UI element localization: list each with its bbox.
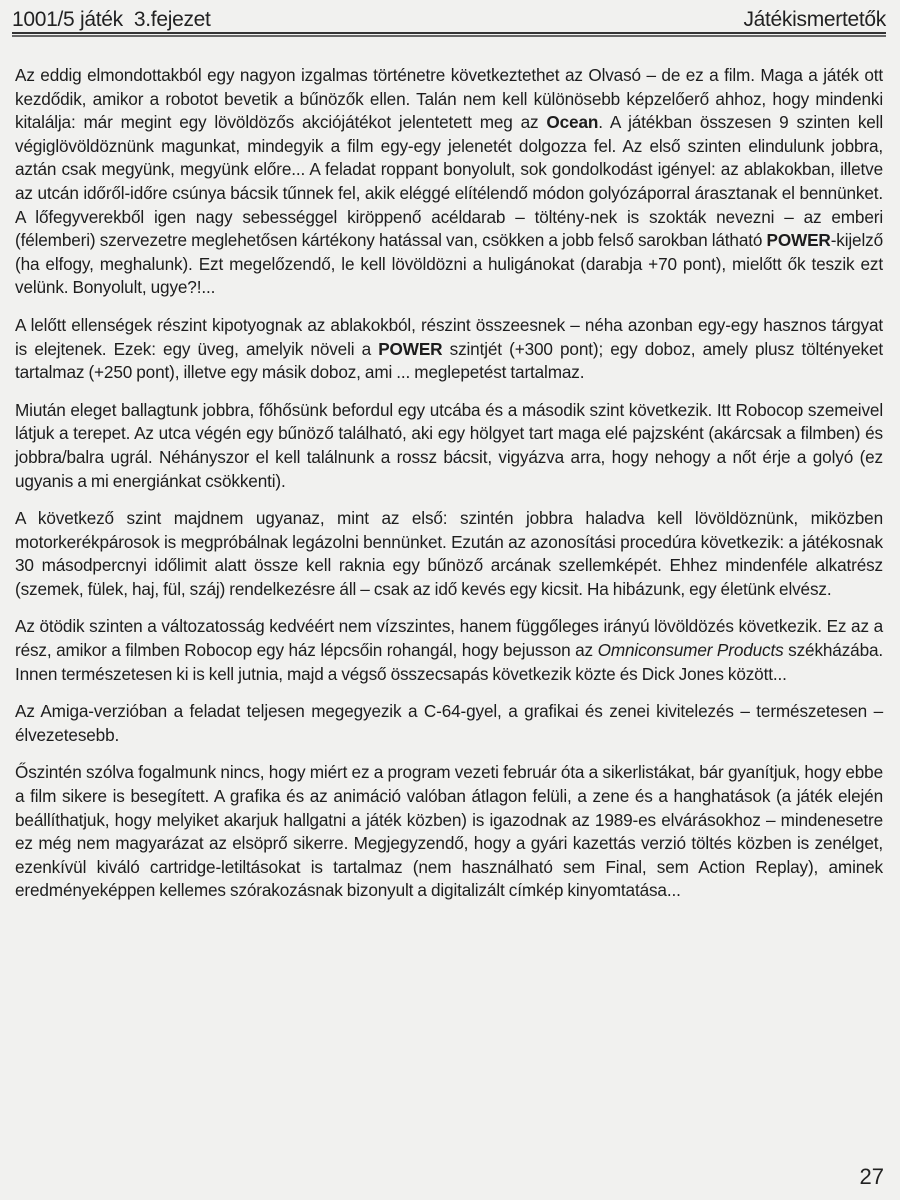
header-book-chapter: 1001/5 játék 3.fejezet — [12, 8, 211, 31]
paragraph — [15, 314, 883, 385]
text-run: A következő szint majdnem ugyanaz, mint az első: szintén jobbra haladva kell lövöldöznünk, miközben motorkerékpárosok is megpróbálnak legázolni bennünket. Ezután az azonosítási procedúra következik: a játékosnak 30 másodpercnyi időlimit alatt össze kell raknia egy bűnöző arcának szellemképét. Ehhez mindenféle alkatrész (szemek, fülek, haj, fül, száj) rendelkezésre áll – csak az idő kevés egy kicsit. Ha hibázunk, egy életünk elvész. — [15, 508, 883, 599]
text-run: A lelőtt ellenségek részint kipotyognak az ablakokból, részint összeesnek – néha azonban egy-egy hasznos tárgyat is elejtenek. Ezek: egy üveg, amelyik növeli a — [15, 314, 883, 359]
paragraph — [15, 64, 883, 300]
text-run: szintjét (+300 pont); egy doboz, amely plusz töltényeket tartalmaz (+250 pont), illetve egy másik doboz, ami ... meglepetést tartalmaz. — [15, 338, 883, 383]
paragraph — [15, 399, 883, 493]
paragraph — [15, 700, 883, 747]
emphasis-bold: POWER — [766, 230, 831, 251]
paragraph — [15, 615, 883, 686]
text-run: Az eddig elmondottakból egy nagyon izgalmas történetre következtethet az Olvasó – de ez a film. Maga a játék ott kezdődik, amikor a robotot bevetik a bűnözők ellen. Talán nem kell különösebb képzelőerő ahhoz, hogy mindenki kitalálja: már megint egy lövöldözős akciójátékot jelentetett meg az — [15, 65, 883, 133]
paragraph — [15, 507, 883, 601]
text-run: Az Amiga-verzióban a feladat teljesen megegyezik a C-64-gyel, a grafikai és zenei kivitelezés – természetesen – élvezetesebb. — [15, 701, 883, 745]
emphasis-bold: Ocean — [546, 112, 599, 133]
text-run: -kijelző (ha elfogy, meghalunk). Ezt megelőzendő, le kell lövöldözni a huligánokat (darabja +70 pont), mielőtt ők teszik ezt velünk. Bonyolult, ugye?!... — [15, 230, 883, 298]
emphasis-italic: Omniconsumer Products — [597, 640, 784, 661]
article-body — [15, 64, 883, 917]
text-run: székházába. Innen természetesen ki is kell jutnia, majd a végső összecsapás következik közte és Dick Jones között... — [15, 640, 884, 684]
text-run: Őszintén szólva fogalmunk nincs, hogy miért ez a program vezeti február óta a sikerlistákat, bár gyanítjuk, hogy ebbe a film sikere is besegített. A grafika és az animáció valóban átlagon felüli, a zene és a hanghatások (a játék elején beállíthatjuk, hogy melyiket akarjuk hallgatni a játék közben) is igazodnak az 1989-es elvárásokhoz – mindenesetre ez még nem magyarázat az elsöprő sikerre. Megjegyzendő, hogy a gyári kazettás verzió töltés közben is zenélget, ezenkívül kiváló cartridge-letiltásokat is tartalmaz (nem használható sem Final, sem Action Replay), aminek eredményeképpen kellemes szórakozásnak bizonyult a digitalizált címkép kinyomtatása... — [15, 762, 883, 901]
emphasis-bold: POWER — [378, 338, 443, 359]
header-divider — [12, 32, 886, 37]
header-section-title: Játékismertetők — [743, 8, 886, 31]
text-run: Miután eleget ballagtunk jobbra, főhősünk befordul egy utcába és a második szint következik. Itt Robocop szemeivel látjuk a terepet. Az utca végén egy bűnöző található, aki egy hölgyet tart maga elé pajzsként (akárcsak a filmben) és jobbra/balra ugrál. Néhányszor el kell találnunk a rossz bácsit, vigyázva arra, hogy nehogy a nőt érje a golyó (ez ugyanis a mi energiánkat csökkenti). — [15, 399, 883, 491]
text-run: . A játékban összesen 9 szinten kell végiglövöldöznünk magunkat, mindegyik a film egy-egy jelenetét dolgozza fel. Az első szinten elindulunk jobbra, aztán csak megyünk, megyünk előre... A feladat roppant bonyolult, sok gondolkodást igényel: az ablakokban, illetve az utcán időről-időre csúnya bácsik tűnnek fel, akik eléggé elítélendő módon golyózáporral árasztanak el bennünket. A lőfegyverekből igen nagy sebességgel kiröppenő acéldarab – töltény-nek is szokták nevezni – az emberi (félemberi) szervezetre meglehetősen kártékony hatással van, csökken a jobb felső sarokban látható — [15, 112, 884, 251]
running-header — [12, 4, 886, 32]
paragraph — [15, 761, 883, 903]
page-number: 27 — [859, 1164, 884, 1189]
text-run: Az ötödik szinten a változatosság kedvéért nem vízszintes, hanem függőleges irányú lövöldözés következik. Ez az a rész, amikor a filmben Robocop egy ház lépcsőin rohangál, hogy bejusson az — [15, 616, 883, 661]
